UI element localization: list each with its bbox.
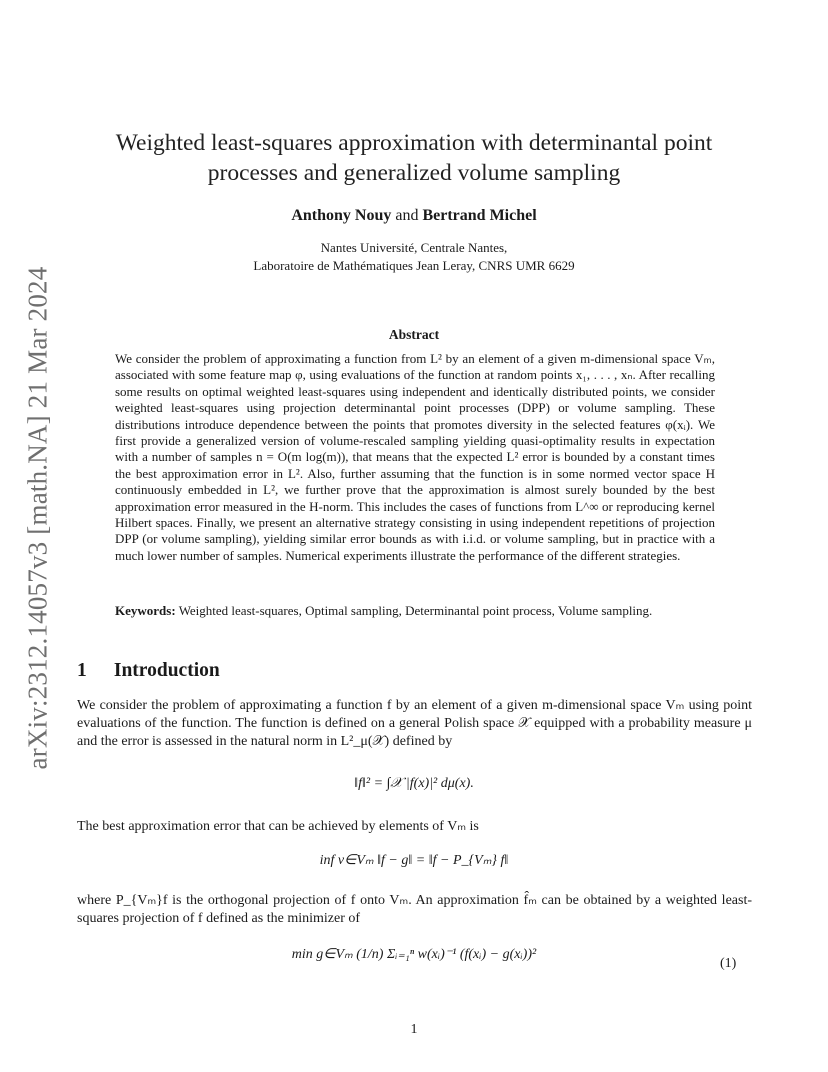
authors: [0, 205, 828, 227]
equation-norm: ‖f‖² = ∫𝒳 |f(x)|² dμ(x).: [354, 776, 474, 791]
section-heading: [77, 660, 220, 682]
title-line-2: processes and generalized volume sampling: [207, 160, 621, 186]
intro-paragraph-1: We consider the problem of approximating a function f by an element of a given m-dimensional space Vₘ using point evaluations of the function. The function is defined on a general Polish space 𝒳 equipped with a probability measure μ and the error is assessed in the natural norm in L²_μ(𝒳) defined by: [77, 698, 752, 749]
equation-number: (1): [720, 956, 737, 971]
title-line-1: Weighted least-squares approximation with determinantal point: [115, 130, 713, 156]
section-title: Introduction: [113, 660, 220, 681]
keywords-label: Keywords:: [115, 603, 176, 618]
page-number: 1: [410, 1022, 418, 1037]
author-separator: and: [395, 207, 419, 224]
affiliation-line-2: Laboratoire de Mathématiques Jean Leray, CNRS UMR 6629: [253, 258, 575, 273]
abstract-text: We consider the problem of approximating a function from L² by an element of a given m-dimensional space Vₘ, associated with some feature map φ, using evaluations of the function at random points x₁, . . . , xₙ. After recalling some results on optimal weighted least-squares using independent and identically distributed points, we consider weighted least-squares using projection determinantal point processes (DPP) or volume sampling. These distributions introduce dependence between the points that promotes diversity in the selected features φ(xᵢ). We first provide a generalized version of volume-rescaled sampling yielding quasi-optimality results in expectation with a number of samples n = O(m log(m)), that means that the expected L² error is bounded by a constant times the best approximation error in L². Also, further assuming that the function is in some normed vector space H continuously embedded in L², we further prove that the approximation is almost surely bounded by the best approximation error measured in the H-norm. This includes the cases of functions from L^∞ or reproducing kernel Hilbert spaces. Finally, we present an alternative strategy consisting in using independent repetitions of projection DPP (or volume sampling), yielding similar error bounds as with i.i.d. or volume sampling, but in practice with a much lower number of samples. Numerical experiments illustrate the performance of the different strategies.: [115, 351, 715, 563]
section-number: 1: [77, 660, 87, 681]
abstract-heading: Abstract: [388, 327, 440, 342]
affiliation-line-1: Nantes Université, Centrale Nantes,: [320, 240, 508, 255]
keywords: [115, 603, 715, 619]
equation-best-approx: inf v∈Vₘ ‖f − g‖ = ‖f − P_{Vₘ} f‖: [319, 853, 509, 868]
keywords-text: Weighted least-squares, Optimal sampling, Determinantal point process, Volume sampling.: [178, 603, 653, 618]
intro-paragraph-2: The best approximation error that can be achieved by elements of Vₘ is: [77, 819, 479, 834]
affiliation: [0, 239, 828, 275]
author-1: Anthony Nouy: [291, 207, 392, 224]
intro-paragraph-3: where P_{Vₘ}f is the orthogonal projection of f onto Vₘ. An approximation f̂ₘ can be obtained by a weighted least-squares projection of f defined as the minimizer of: [77, 893, 752, 926]
equation-least-squares: min g∈Vₘ (1/n) Σᵢ₌₁ⁿ w(xᵢ)⁻¹ (f(xᵢ) − g(xᵢ))²: [291, 947, 537, 962]
arxiv-id: arXiv:2312.14057v3 [math.NA] 21 Mar 2024: [22, 266, 53, 770]
paper-title: [90, 128, 738, 188]
author-2: Bertrand Michel: [422, 207, 537, 224]
